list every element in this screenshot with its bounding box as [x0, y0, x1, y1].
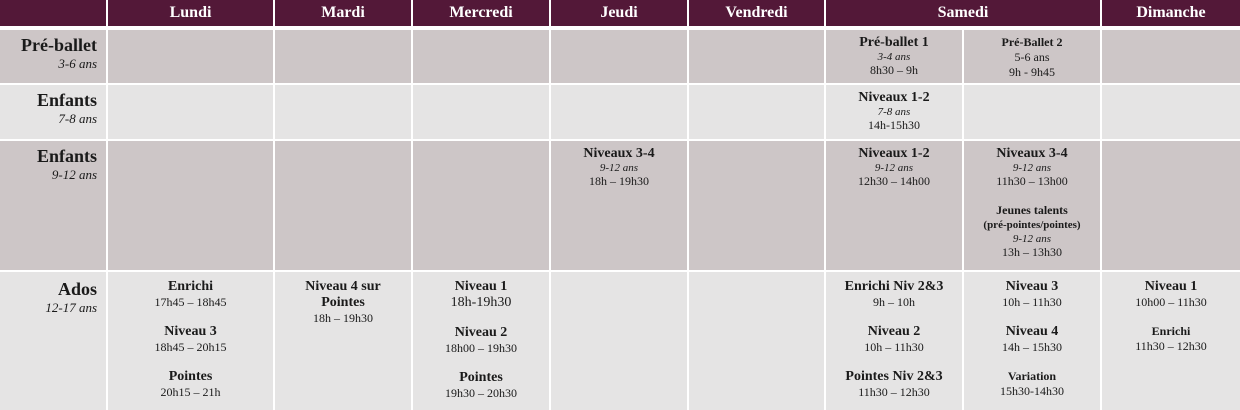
class-name: Niveau 2	[454, 325, 508, 340]
cell-enfants78-samedi-1	[826, 85, 962, 139]
class-time: 18h00 – 19h30	[445, 341, 517, 355]
cell-enfants912-jeudi	[551, 141, 687, 270]
class-entry	[413, 279, 549, 311]
class-name: Pointes Niv 2&3	[845, 369, 943, 384]
class-name: Niveau 3	[164, 324, 217, 339]
class-name: Pré-ballet 1	[859, 35, 929, 50]
row-title: Ados	[57, 279, 97, 299]
class-entry	[964, 279, 1100, 310]
cell-preballet-samedi-2	[964, 30, 1100, 83]
cell-ados-jeudi	[551, 272, 687, 410]
cell-preballet-jeudi	[551, 30, 687, 83]
class-entry	[964, 324, 1100, 355]
class-time: 17h45 – 18h45	[154, 295, 227, 309]
class-time: 11h30 – 12h30	[1135, 339, 1207, 353]
class-entry	[413, 370, 549, 401]
class-entry	[1102, 324, 1240, 354]
class-name: Niveaux 3-4	[996, 146, 1068, 161]
class-entry	[108, 324, 273, 355]
class-ages: 9-12 ans	[1012, 162, 1052, 174]
cell-ados-samedi-1	[826, 272, 962, 410]
class-name: Niveaux 1-2	[858, 146, 930, 161]
header-day-mardi: Mardi	[275, 0, 411, 26]
cell-preballet-dimanche	[1102, 30, 1240, 83]
class-time: 10h00 – 11h30	[1135, 295, 1207, 309]
class-entry	[826, 35, 962, 78]
cell-enfants78-jeudi	[551, 85, 687, 139]
class-time: 9h – 10h	[873, 295, 915, 309]
class-ages: 9-12 ans	[1012, 233, 1052, 245]
class-name: Niveaux 3-4	[583, 146, 655, 161]
row-ages: 7-8 ans	[58, 111, 97, 126]
header-day-vendredi: Vendredi	[689, 0, 824, 26]
cell-enfants78-dimanche	[1102, 85, 1240, 139]
class-entry	[826, 146, 962, 189]
class-name: Niveau 4	[1005, 324, 1059, 339]
class-name: Niveau 4 sur Pointes	[305, 279, 381, 310]
class-time: 18h45 – 20h15	[154, 340, 227, 354]
class-time: 18h-19h30	[450, 295, 512, 310]
class-time: 10h – 11h30	[1002, 295, 1062, 309]
header-day-jeudi: Jeudi	[551, 0, 687, 26]
cell-enfants912-dimanche	[1102, 141, 1240, 270]
cell-enfants912-samedi-1	[826, 141, 962, 270]
cell-ados-mercredi	[413, 272, 549, 410]
cell-enfants912-mardi	[275, 141, 411, 270]
cell-ados-mardi	[275, 272, 411, 410]
class-entry	[108, 279, 273, 310]
header-day-mercredi: Mercredi	[413, 0, 549, 26]
class-name: Enrichi Niv 2&3	[844, 279, 944, 294]
cell-preballet-mardi	[275, 30, 411, 83]
class-entry	[964, 203, 1100, 260]
class-name: Pointes	[168, 369, 213, 384]
class-name: Variation	[1007, 369, 1057, 383]
row-ages: 9-12 ans	[51, 167, 97, 182]
class-name: Pré-Ballet 2	[1001, 35, 1063, 49]
cell-ados-dimanche	[1102, 272, 1240, 410]
class-name: Niveau 2	[867, 324, 921, 339]
class-name: Jeunes talents	[996, 203, 1068, 217]
header-day-samedi: Samedi	[826, 0, 1100, 26]
class-time: 12h30 – 14h00	[858, 174, 930, 188]
class-entry	[964, 146, 1100, 189]
class-entry	[964, 35, 1100, 80]
class-time: 11h30 – 12h30	[858, 385, 930, 399]
class-time: 18h – 19h30	[589, 174, 649, 188]
header-day-lundi: Lundi	[108, 0, 273, 26]
class-name: Niveaux 1-2	[858, 90, 930, 105]
cell-enfants78-mercredi	[413, 85, 549, 139]
class-time: 14h – 15h30	[1002, 340, 1062, 354]
row-title: Enfants	[36, 90, 97, 110]
class-ages: 5-6 ans	[1014, 50, 1050, 64]
class-time: 10h – 11h30	[864, 340, 924, 354]
class-time: 9h - 9h45	[1009, 65, 1055, 79]
row-ages: 3-6 ans	[58, 56, 97, 71]
cell-enfants78-vendredi	[689, 85, 824, 139]
class-time: 15h30-14h30	[1000, 384, 1064, 398]
class-time: 18h – 19h30	[313, 311, 373, 325]
class-entry	[413, 325, 549, 356]
row-ages: 12-17 ans	[45, 300, 97, 315]
cell-preballet-lundi	[108, 30, 273, 83]
class-time: 13h – 13h30	[1002, 245, 1062, 259]
cell-enfants912-samedi-2	[964, 141, 1100, 270]
class-name: Enrichi	[167, 279, 214, 294]
row-title: Enfants	[36, 146, 97, 166]
cell-preballet-vendredi	[689, 30, 824, 83]
row-label-enfants-7-8	[0, 85, 106, 139]
class-entry	[108, 369, 273, 400]
cell-preballet-samedi-1	[826, 30, 962, 83]
cell-enfants78-samedi-2	[964, 85, 1100, 139]
class-ages: 9-12 ans	[874, 162, 914, 174]
class-time: 8h30 – 9h	[870, 63, 918, 77]
cell-ados-samedi-2	[964, 272, 1100, 410]
class-name: Enrichi	[1151, 324, 1191, 338]
class-entry	[275, 279, 411, 326]
class-entry	[826, 324, 962, 355]
class-subtitle: (pré-pointes/pointes)	[983, 219, 1081, 231]
class-entry	[826, 90, 962, 133]
row-title: Pré-ballet	[21, 35, 97, 55]
cell-ados-vendredi	[689, 272, 824, 410]
class-time: 20h15 – 21h	[160, 385, 221, 399]
class-ages: 9-12 ans	[599, 162, 639, 174]
class-name: Niveau 3	[1005, 279, 1059, 294]
cell-preballet-mercredi	[413, 30, 549, 83]
cell-enfants78-lundi	[108, 85, 273, 139]
class-entry	[826, 279, 962, 310]
cell-ados-lundi	[108, 272, 273, 410]
cell-enfants912-mercredi	[413, 141, 549, 270]
class-name: Pointes	[459, 370, 503, 385]
class-entry	[1102, 279, 1240, 310]
row-label-ados	[0, 272, 106, 410]
row-label-enfants-9-12	[0, 141, 106, 270]
class-ages: 3-4 ans	[877, 51, 911, 63]
class-time: 19h30 – 20h30	[445, 386, 517, 400]
class-time: 14h-15h30	[868, 118, 920, 132]
class-time: 11h30 – 13h00	[996, 174, 1068, 188]
cell-enfants78-mardi	[275, 85, 411, 139]
class-name: Niveau 1	[454, 279, 508, 294]
class-name: Niveau 1	[1144, 279, 1198, 294]
header-corner	[0, 0, 106, 26]
class-entry	[826, 369, 962, 400]
class-entry	[964, 369, 1100, 399]
cell-enfants912-lundi	[108, 141, 273, 270]
header-day-dimanche: Dimanche	[1102, 0, 1240, 26]
row-label-preballet	[0, 30, 106, 83]
class-entry	[551, 146, 687, 189]
cell-enfants912-vendredi	[689, 141, 824, 270]
class-ages: 7-8 ans	[877, 106, 911, 118]
